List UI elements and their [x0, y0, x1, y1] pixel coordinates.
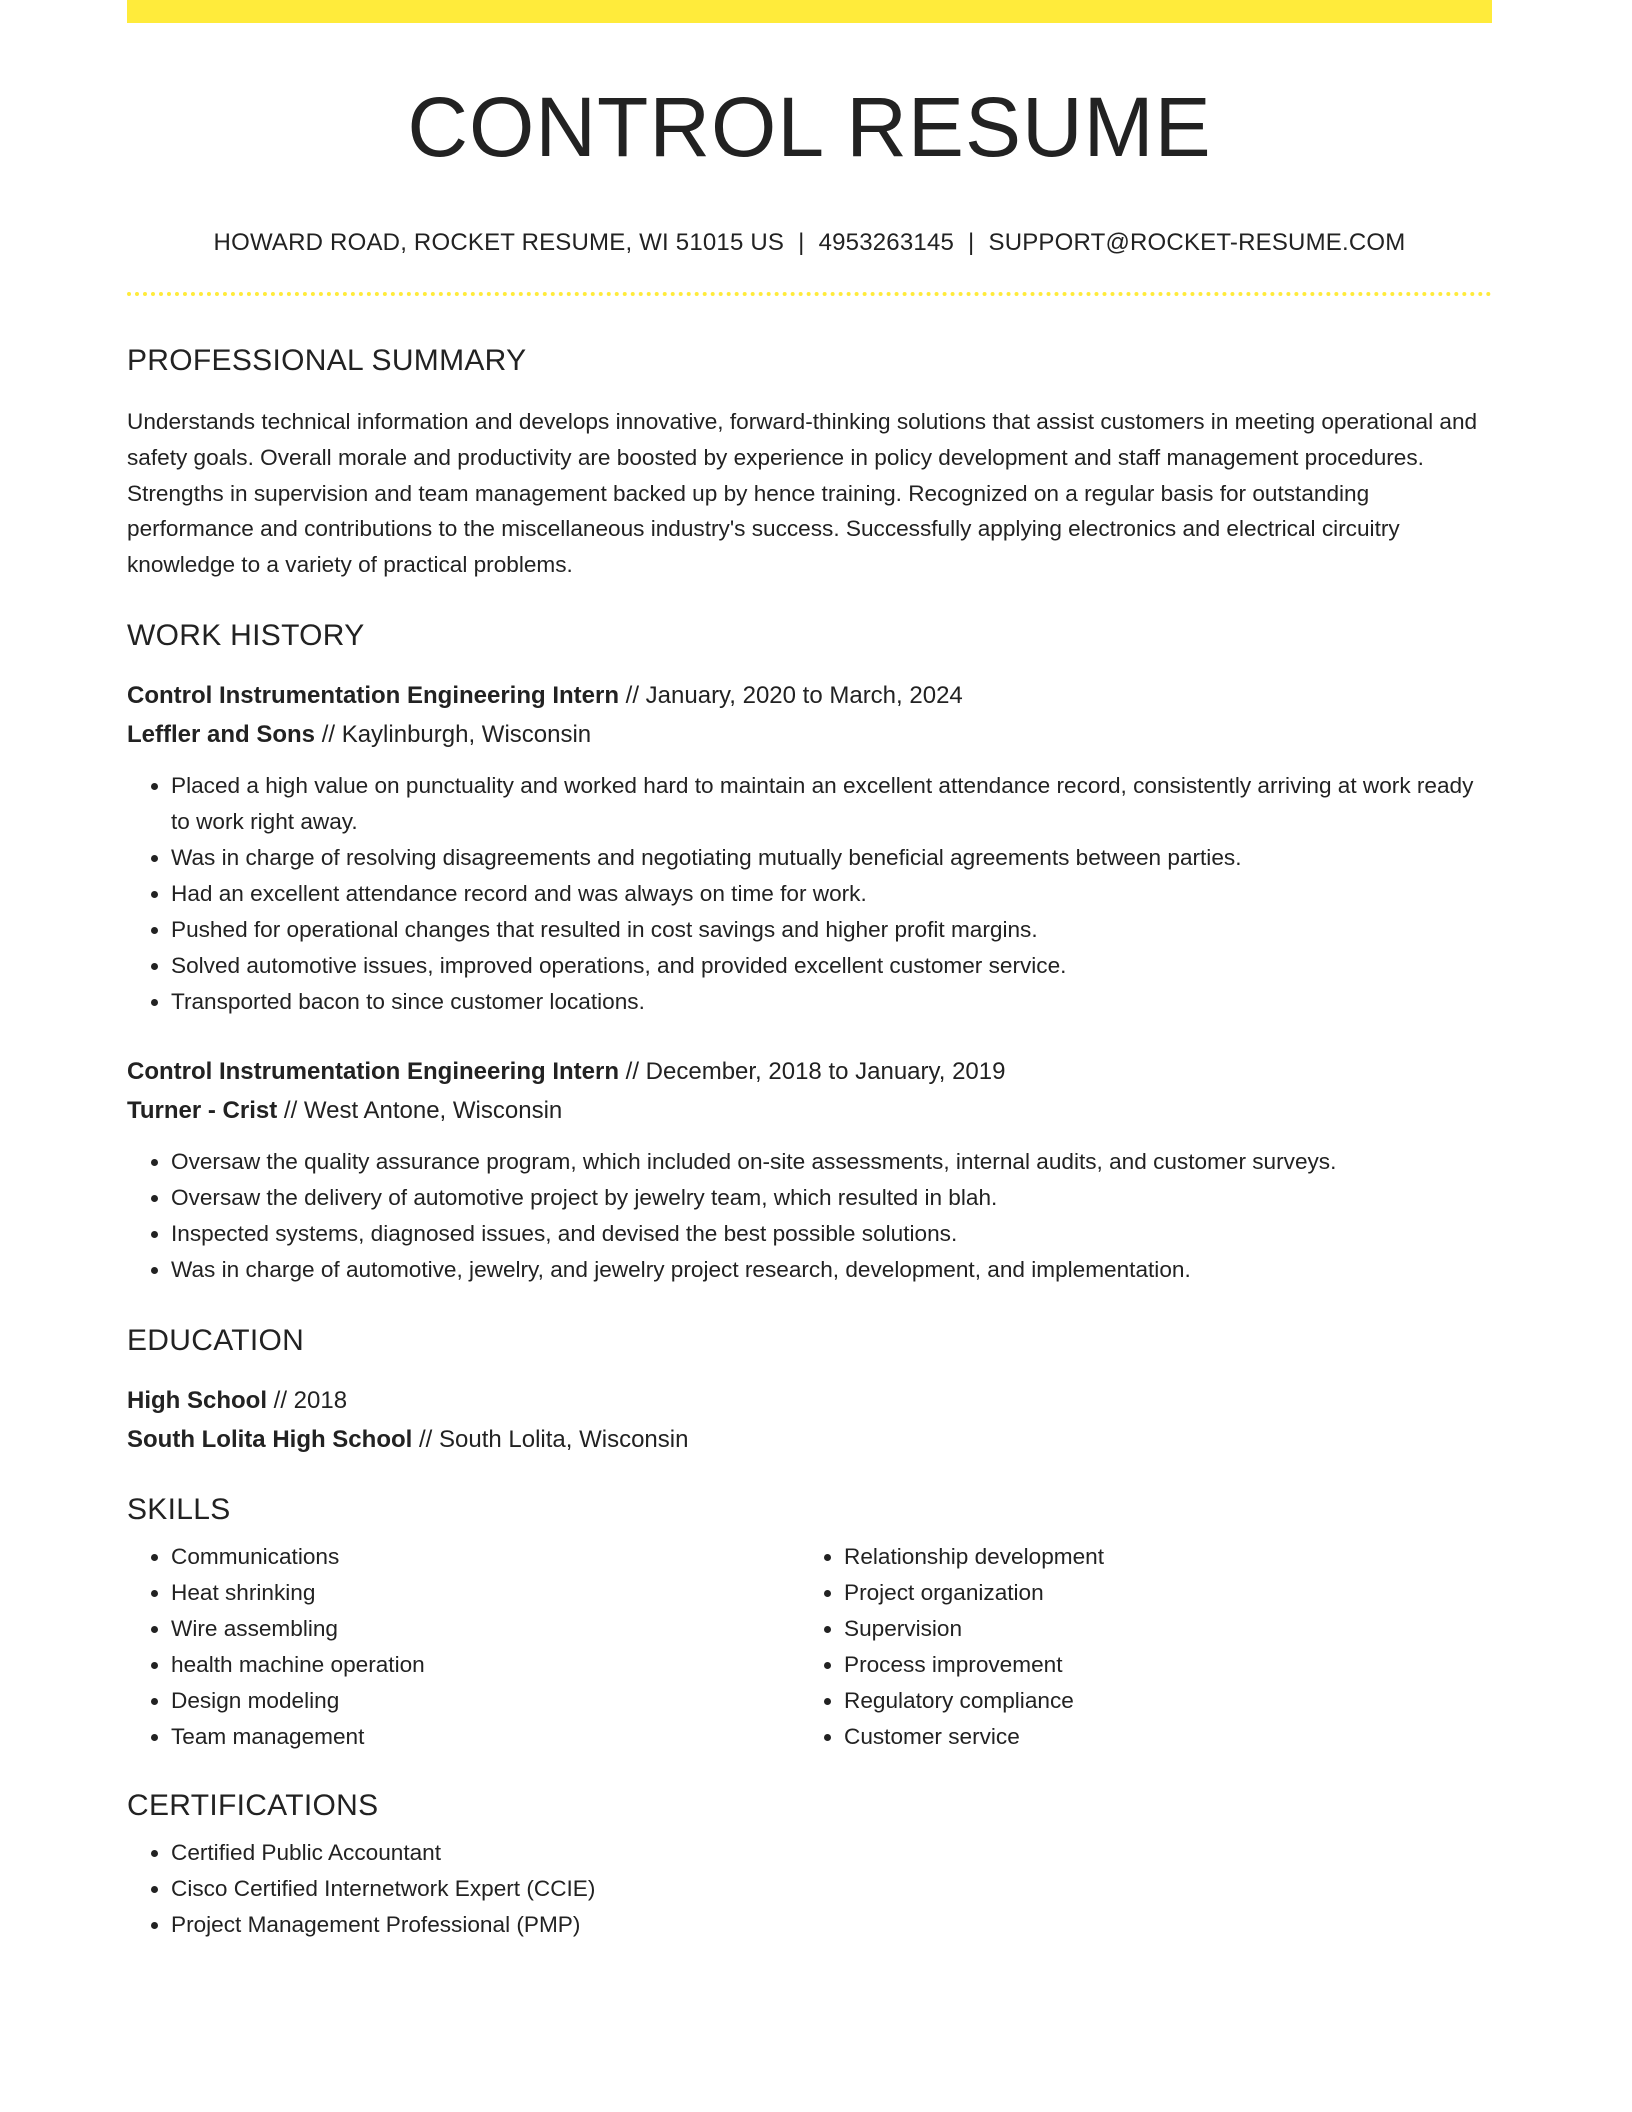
skill-item: • Supervision: [844, 1611, 1473, 1647]
job-company-line: [127, 1091, 1492, 1130]
job-bullet: • Had an excellent attendance record and was always on time for work.: [171, 876, 1492, 912]
job-bullet-list: [127, 768, 1492, 1020]
skill-item: • Team management: [171, 1719, 800, 1755]
skill-item: • Project organization: [844, 1575, 1473, 1611]
skill-item: • health machine operation: [171, 1647, 800, 1683]
job-company-line: [127, 715, 1492, 754]
job-role: Control Instrumentation Engineering Intern: [127, 1057, 619, 1085]
education-heading: EDUCATION: [127, 1323, 305, 1357]
job-bullet: • Oversaw the quality assurance program, which included on-site assessments, internal audits, and customer surveys.: [171, 1144, 1492, 1180]
contact-separator: |: [798, 229, 805, 256]
job-entry: [127, 1052, 1492, 1288]
resume-page: [127, 0, 1492, 1943]
resume-name: CONTROL RESUME: [407, 80, 1212, 174]
job-bullet: • Placed a high value on punctuality and worked hard to maintain an excellent attendance record, consistently arriving at work ready to work right away.: [171, 768, 1492, 840]
certification-item: • Certified Public Accountant: [171, 1835, 1492, 1871]
skill-item: • Process improvement: [844, 1647, 1473, 1683]
certification-item: • Project Management Professional (PMP): [171, 1907, 1492, 1943]
skill-item: • Heat shrinking: [171, 1575, 800, 1611]
summary-text: Understands technical information and develops innovative, forward-thinking solutions that assist customers in meeting operational and safety goals. Overall morale and productivity are boosted by experience in policy development and staff management procedures. Strengths in supervision and team management backed up by hence training. Recognized on a regular basis for outstanding performance and contributions to the miscellaneous industry's success. Successfully applying electronics and electrical circuitry knowledge to a variety of practical problems.: [127, 409, 1478, 578]
education-school: South Lolita High School: [127, 1425, 413, 1453]
top-accent-bar: [127, 0, 1492, 23]
certifications-heading: CERTIFICATIONS: [127, 1788, 379, 1822]
contact-address: HOWARD ROAD, ROCKET RESUME, WI 51015 US: [213, 229, 785, 256]
job-dates: // January, 2020 to March, 2024: [619, 681, 963, 709]
job-bullet: • Oversaw the delivery of automotive project by jewelry team, which resulted in blah.: [171, 1180, 1492, 1216]
skill-item: • Communications: [171, 1539, 800, 1575]
job-bullet: • Was in charge of automotive, jewelry, and jewelry project research, development, and implementation.: [171, 1252, 1492, 1288]
skill-item: • Customer service: [844, 1719, 1473, 1755]
job-bullet-list: [127, 1144, 1492, 1288]
skill-item: • Regulatory compliance: [844, 1683, 1473, 1719]
contact-line: [127, 231, 1492, 255]
skills-heading: SKILLS: [127, 1492, 231, 1526]
job-bullet: • Transported bacon to since customer locations.: [171, 984, 1492, 1020]
contact-phone: 4953263145: [818, 229, 955, 256]
contact-separator: |: [968, 229, 975, 256]
job-bullet: • Pushed for operational changes that resulted in cost savings and higher profit margins.: [171, 912, 1492, 948]
education-location: // South Lolita, Wisconsin: [412, 1425, 689, 1453]
job-role: Control Instrumentation Engineering Intern: [127, 681, 619, 709]
job-company: Turner - Crist: [127, 1096, 278, 1124]
skill-item: • Wire assembling: [171, 1611, 800, 1647]
job-company: Leffler and Sons: [127, 720, 316, 748]
job-title-line: [127, 676, 1492, 715]
skills-list-right: [800, 1539, 1473, 1755]
education-year: // 2018: [267, 1386, 348, 1414]
skill-item: • Design modeling: [171, 1683, 800, 1719]
certifications-list: [127, 1835, 1492, 1943]
job-dates: // December, 2018 to January, 2019: [619, 1057, 1006, 1085]
job-location: // West Antone, Wisconsin: [277, 1096, 563, 1124]
job-bullet: • Was in charge of resolving disagreements and negotiating mutually beneficial agreements between parties.: [171, 840, 1492, 876]
education-degree: High School: [127, 1386, 267, 1414]
job-bullet: • Inspected systems, diagnosed issues, and devised the best possible solutions.: [171, 1216, 1492, 1252]
certification-item: • Cisco Certified Internetwork Expert (CCIE): [171, 1871, 1492, 1907]
contact-email: SUPPORT@ROCKET-RESUME.COM: [988, 229, 1406, 256]
summary-heading: PROFESSIONAL SUMMARY: [127, 344, 527, 377]
job-entry: [127, 676, 1492, 1020]
skills-list-left: [127, 1539, 800, 1755]
job-bullet: • Solved automotive issues, improved operations, and provided excellent customer service.: [171, 948, 1492, 984]
skill-item: • Relationship development: [844, 1539, 1473, 1575]
education-degree-line: [127, 1381, 1492, 1420]
work-history-heading: WORK HISTORY: [127, 618, 365, 652]
education-school-line: [127, 1420, 1492, 1459]
header-divider: [127, 292, 1492, 296]
skills-columns: [127, 1539, 1492, 1755]
job-title-line: [127, 1052, 1492, 1091]
job-location: // Kaylinburgh, Wisconsin: [315, 720, 592, 748]
